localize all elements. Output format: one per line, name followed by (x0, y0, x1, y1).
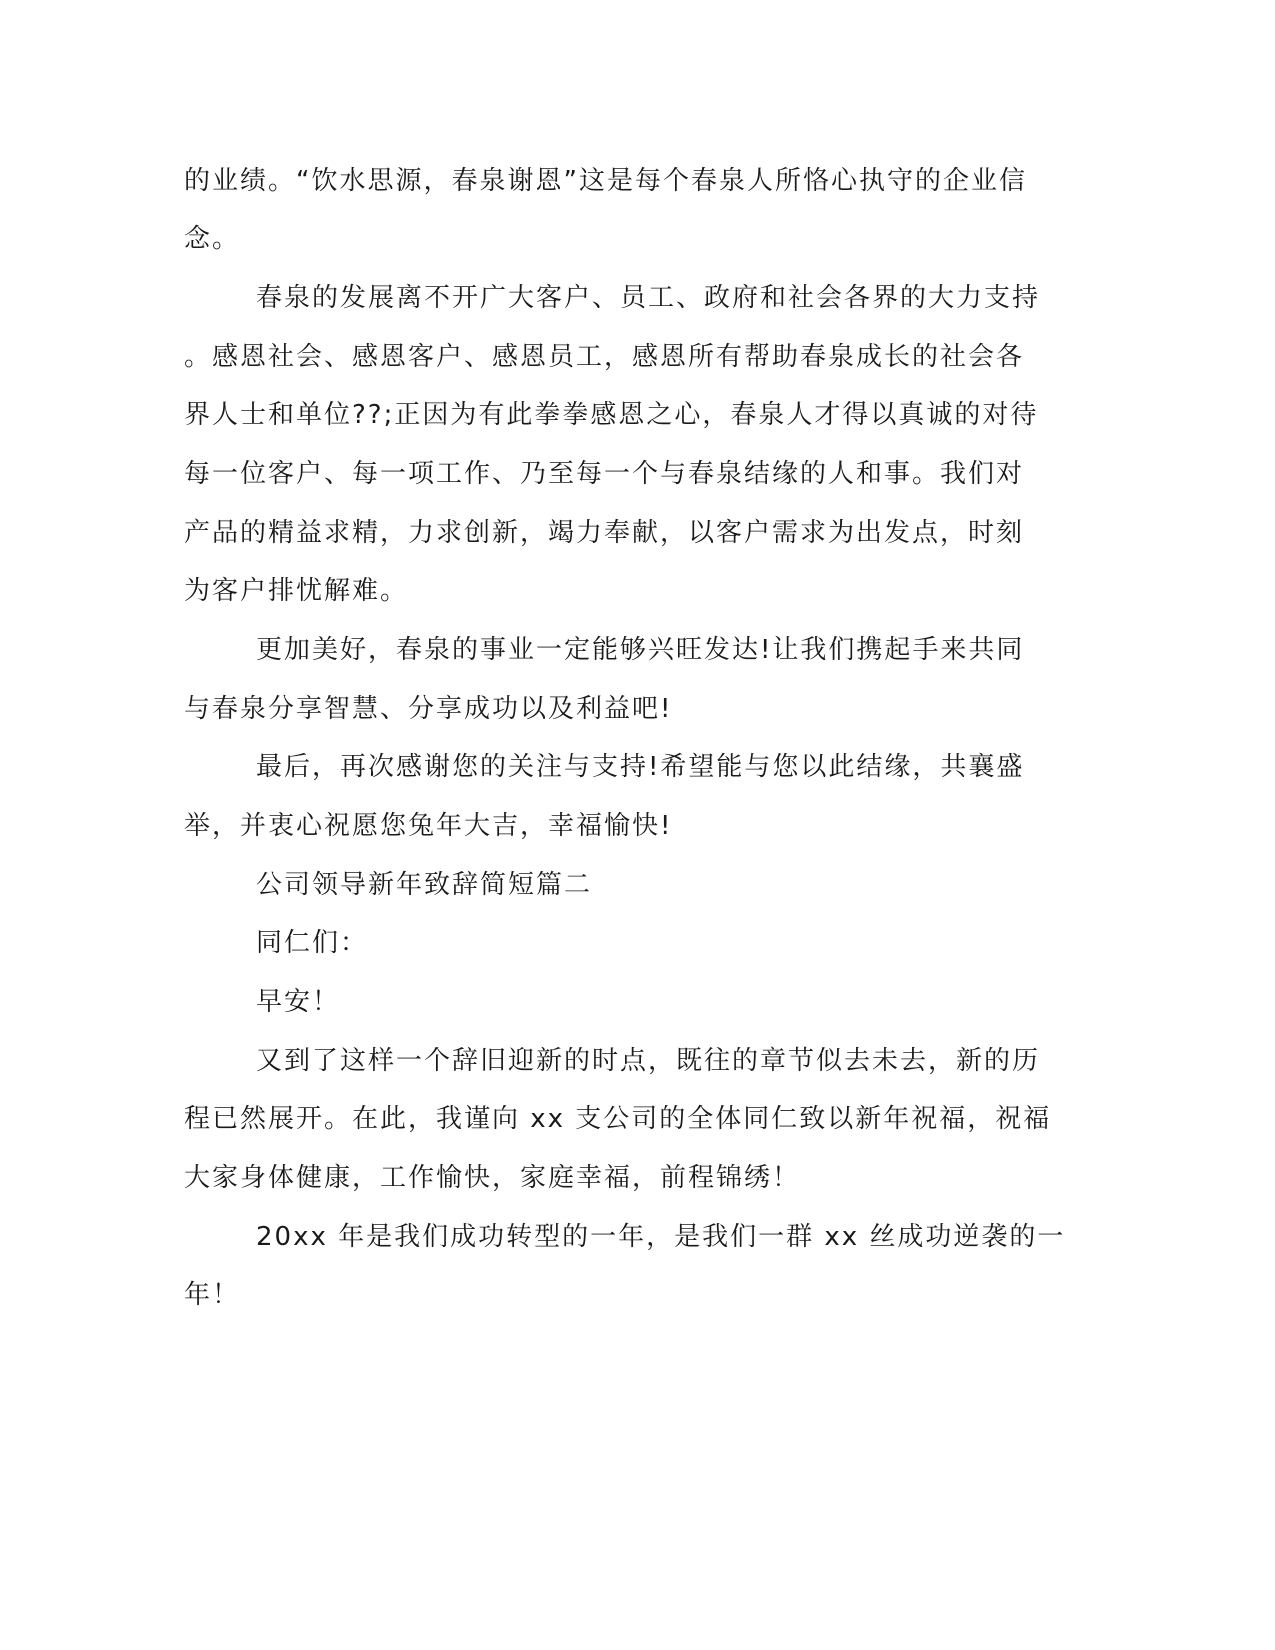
paragraph-line: 为客户排忧解难。 (184, 576, 409, 606)
paragraph-line: 。感恩社会、感恩客户、感恩员工，感恩所有帮助春泉成长的社会各 (184, 342, 1025, 372)
paragraph-line: 的业绩。“饮水思源，春泉谢恩”这是每个春泉人所恪心执守的企业信 (184, 166, 1027, 196)
paragraph-line: 又到了这样一个辞旧迎新的时点，既往的章节似去未去，新的历 (256, 1046, 1041, 1076)
paragraph-line: 最后，再次感谢您的关注与支持!希望能与您以此结缘，共襄盛 (256, 752, 1025, 782)
paragraph-line: 举，并衷心祝愿您兔年大吉，幸福愉快! (184, 811, 673, 841)
paragraph-line: 界人士和单位??;正因为有此拳拳感恩之心，春泉人才得以真诚的对待 (184, 400, 1039, 430)
paragraph-line: 产品的精益求精，力求创新，竭力奉献，以客户需求为出发点，时刻 (184, 518, 1025, 548)
paragraph-line: 更加美好，春泉的事业一定能够兴旺发达!让我们携起手来共同 (256, 635, 1025, 665)
section-heading: 公司领导新年致辞简短篇二 (256, 870, 593, 900)
salutation: 同仁们： (256, 928, 369, 958)
paragraph-line: 大家身体健康，工作愉快，家庭幸福，前程锦绣！ (184, 1163, 801, 1193)
paragraph-line: 20xx 年是我们成功转型的一年，是我们一群 xx 丝成功逆袭的一 (256, 1222, 1066, 1252)
greeting: 早安！ (256, 987, 341, 1017)
paragraph-line: 念。 (184, 224, 241, 254)
paragraph-line: 春泉的发展离不开广大客户、员工、政府和社会各界的大力支持 (256, 283, 1041, 313)
paragraph-line: 与春泉分享智慧、分享成功以及利益吧! (184, 694, 673, 724)
paragraph-line: 程已然展开。在此，我谨向 xx 支公司的全体同仁致以新年祝福，祝福 (184, 1104, 1052, 1134)
paragraph-line: 年！ (184, 1280, 241, 1310)
paragraph-line: 每一位客户、每一项工作、乃至每一个与春泉结缘的人和事。我们对 (184, 459, 1025, 489)
